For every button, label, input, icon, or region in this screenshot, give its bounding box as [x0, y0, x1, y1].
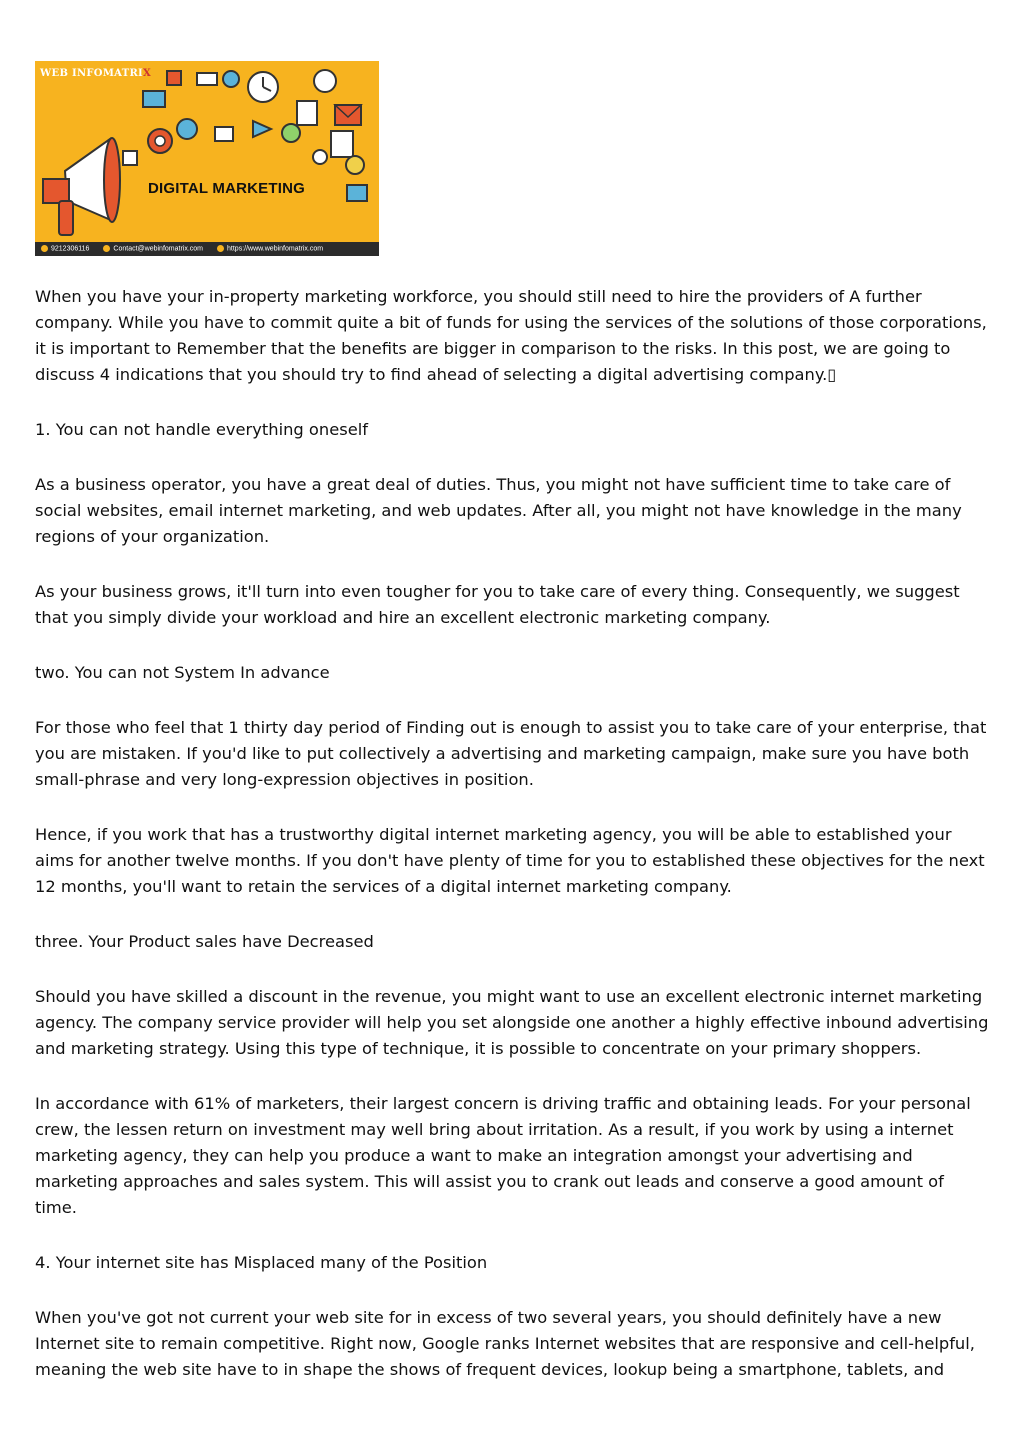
heart-icon — [313, 150, 327, 164]
dollar-icon — [167, 71, 181, 85]
chart-icon — [123, 151, 137, 165]
webinfomatrix-logo: WEB INFOMATRIX — [40, 68, 152, 79]
video-icon — [347, 185, 367, 201]
section-heading-1: 1. You can not handle everything oneself — [35, 420, 368, 439]
globe-icon — [177, 119, 197, 139]
section-heading-3: three. Your Product sales have Decreased — [35, 932, 374, 951]
camera-icon — [143, 91, 165, 107]
digital-marketing-banner — [35, 61, 379, 256]
section-heading-4: 4. Your internet site has Misplaced many of the Position — [35, 1253, 488, 1272]
atom-icon — [223, 71, 239, 87]
phone-icon — [41, 245, 48, 252]
marketing-icons-illustration — [35, 61, 379, 256]
lightbulb-icon — [346, 156, 364, 174]
flask-icon — [282, 124, 300, 142]
banner-contact-bar — [35, 242, 379, 256]
paragraph: Hence, if you work that has a trustworthy digital internet marketing agency, you will be able to established your aims for another twelve months. If you don't have plenty of time for you to established these objectives for the next 12 months, you'll want to retain the services of a digital internet marketing company. — [35, 825, 985, 896]
intro-paragraph: When you have your in-property marketing workforce, you should still need to hire the providers of A further company. While you have to commit quite a bit of funds for using the services of the solutions of those corporations, it is important to Remember that the benefits are bigger in comparison to the risks. In this post, we are going to discuss 4 indications that you should try to find ahead of selecting a digital advertising company.▯ — [35, 287, 987, 384]
laptop-icon — [215, 127, 233, 141]
document-icon — [331, 131, 353, 157]
gear-icon — [314, 70, 336, 92]
banner-title: DIGITAL MARKETING — [148, 180, 306, 197]
play-icon — [253, 121, 271, 137]
banner-email: Contact@webinfomatrix.com — [103, 245, 203, 252]
banner-website: https://www.webinfomatrix.com — [217, 245, 323, 252]
phone-icon — [297, 101, 317, 125]
section-heading-2: two. You can not System In advance — [35, 663, 330, 682]
megaphone-icon — [43, 138, 120, 235]
paragraph: As your business grows, it'll turn into even tougher for you to take care of every thing. Consequently, we suggest that you simply divide your workload and hire an excellent electronic marketing company. — [35, 582, 960, 627]
globe-icon — [217, 245, 224, 252]
paragraph: Should you have skilled a discount in the revenue, you might want to use an excellent electronic internet marketing agency. The company service provider will help you set alongside one another a highly effective inbound advertising and marketing strategy. Using this type of technique, it is possible to concentrate on your primary shoppers. — [35, 987, 989, 1058]
glasses-icon — [197, 73, 217, 85]
paragraph: When you've got not current your web site for in excess of two several years, you should definitely have a new Internet site to remain competitive. Right now, Google ranks Internet websites that are responsive and cell-helpful, meaning the web site have to in shape the shows of frequent devices, lookup being a smartphone, tablets, and — [35, 1308, 975, 1379]
paragraph: For those who feel that 1 thirty day period of Finding out is enough to assist you to take care of your enterprise, that you are mistaken. If you'd like to put collectively a advertising and marketing campaign, make sure you have both small-phrase and very long-expression objectives in position. — [35, 718, 987, 789]
paragraph: As a business operator, you have a great deal of duties. Thus, you might not have sufficient time to take care of social websites, email internet marketing, and web updates. After all, you might not have knowledge in the many regions of your organization. — [35, 475, 962, 546]
paragraph: In accordance with 61% of marketers, their largest concern is driving traffic and obtaining leads. For your personal crew, the lessen return on investment may well bring about irritation. As a result, if you work by using a internet marketing agency, they can help you produce a want to make an integration amongst your advertising and marketing approaches and sales system. This will assist you to crank out leads and conserve a good amount of time. — [35, 1094, 971, 1217]
email-icon — [103, 245, 110, 252]
article-body — [35, 284, 990, 1412]
banner-phone: 9212306116 — [41, 245, 89, 252]
